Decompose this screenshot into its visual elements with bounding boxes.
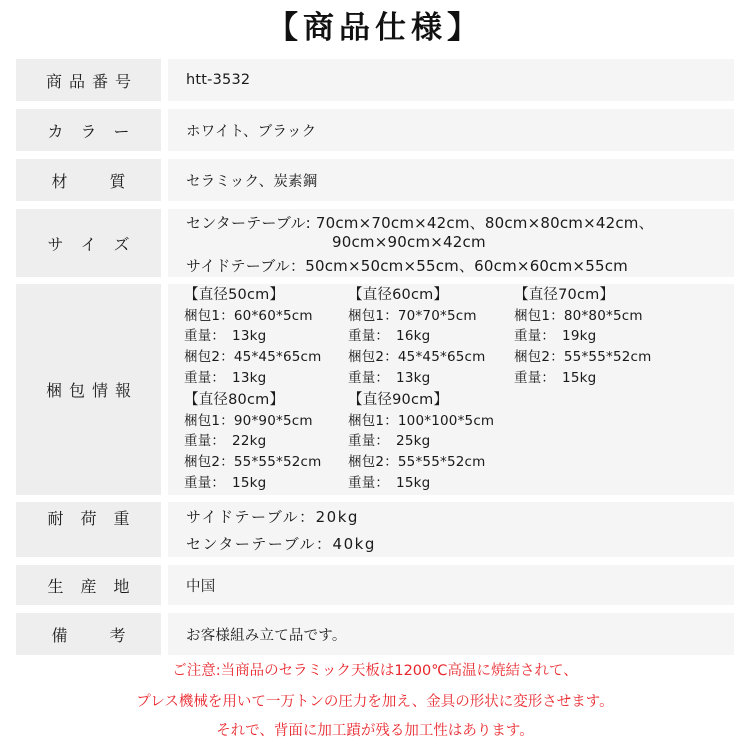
caution-note-line: プレス機械を用いて一万トンの圧力を加え、金具の形状に変形させます。 — [136, 694, 614, 710]
spec-value: セラミック、炭素鋼 — [168, 159, 734, 201]
size-lines — [168, 209, 734, 277]
spec-row-origin — [16, 565, 734, 605]
spec-row-product-number — [16, 59, 734, 101]
spec-label: 備 考 — [16, 613, 161, 655]
spec-value: htt-3532 — [168, 59, 734, 101]
spec-row-packaging — [16, 284, 734, 495]
spec-value — [168, 209, 734, 277]
spec-value — [168, 502, 734, 557]
size-line-side: サイドテーブル：50cm×50cm×55cm、60cm×60cm×55cm — [186, 257, 628, 275]
spec-label: 梱 包 情 報 — [16, 284, 161, 495]
packaging-group: 【直径60cm】 梱包1：70*70*5cm 重量： 16kg 梱包2：45*45*65cm 重量： 13kg — [348, 287, 486, 386]
spec-label: 耐 荷 重 — [16, 502, 161, 557]
spec-row-size — [16, 209, 734, 277]
packaging-group: 【直径90cm】 梱包1：100*100*5cm 重量： 25kg 梱包2：55*55*52cm 重量： 15kg — [348, 392, 495, 491]
spec-row-color — [16, 109, 734, 151]
packaging-groups — [168, 284, 734, 495]
spec-value: 中国 — [168, 565, 734, 605]
spec-label: カ ラ ー — [16, 109, 161, 151]
spec-label: サ イ ズ — [16, 209, 161, 277]
packaging-group: 【直径80cm】 梱包1：90*90*5cm 重量： 22kg 梱包2：55*55*52cm 重量： 15kg — [184, 392, 322, 491]
spec-value: お客様組み立て品です。 — [168, 613, 734, 655]
packaging-group: 【直径50cm】 梱包1：60*60*5cm 重量： 13kg 梱包2：45*45*65cm 重量： 13kg — [184, 287, 322, 386]
spec-row-load — [16, 502, 734, 557]
spec-label: 材 質 — [16, 159, 161, 201]
page-title: 【商品仕様】 — [267, 10, 483, 46]
spec-label: 商 品 番 号 — [16, 59, 161, 101]
packaging-group: 【直径70cm】 梱包1：80*80*5cm 重量： 19kg 梱包2：55*55*52cm 重量： 15kg — [514, 287, 652, 386]
spec-value — [168, 284, 734, 495]
spec-row-material — [16, 159, 734, 201]
size-line-center: センターテーブル: 70cm×70cm×42cm、80cm×80cm×42cm、 — [186, 214, 654, 232]
size-line-center-cont: 90cm×90cm×42cm — [332, 233, 486, 251]
load-lines: サイドテーブル：20kg センターテーブル：40kg — [186, 507, 376, 553]
spec-row-remarks — [16, 613, 734, 655]
caution-note-line: それで、背面に加工蹟が残る加工性はあります。 — [216, 723, 534, 739]
caution-note-line: ご注意:当商品のセラミック天板は1200℃高温に焼結されて、 — [172, 663, 578, 679]
spec-value: ホワイト、ブラック — [168, 109, 734, 151]
spec-label: 生 産 地 — [16, 565, 161, 605]
